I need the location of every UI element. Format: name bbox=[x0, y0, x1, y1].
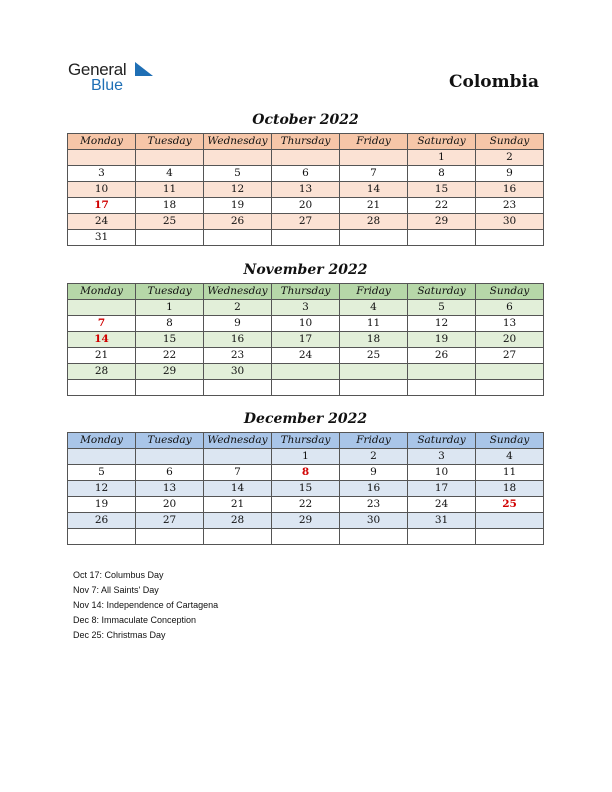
empty-day-cell bbox=[340, 150, 408, 166]
empty-day-cell bbox=[340, 230, 408, 246]
empty-day-cell bbox=[68, 300, 136, 316]
day-cell: 18 bbox=[340, 332, 408, 348]
empty-day-cell bbox=[204, 529, 272, 545]
empty-day-cell bbox=[476, 364, 544, 380]
weekday-header: Thursday bbox=[272, 433, 340, 449]
week-row bbox=[68, 513, 544, 529]
country-title: Colombia bbox=[448, 72, 539, 92]
empty-day-cell bbox=[136, 380, 204, 396]
empty-day-cell bbox=[272, 380, 340, 396]
day-cell: 13 bbox=[476, 316, 544, 332]
day-cell: 23 bbox=[476, 198, 544, 214]
holiday-note: Dec 25: Christmas Day bbox=[73, 630, 166, 640]
week-row bbox=[68, 214, 544, 230]
week-row bbox=[68, 449, 544, 465]
week-row bbox=[68, 497, 544, 513]
month-table bbox=[67, 283, 544, 396]
day-cell: 31 bbox=[68, 230, 136, 246]
weekday-header: Saturday bbox=[408, 134, 476, 150]
holiday-note: Nov 7: All Saints' Day bbox=[73, 585, 159, 595]
day-cell: 14 bbox=[340, 182, 408, 198]
weekday-header: Sunday bbox=[476, 433, 544, 449]
day-cell: 3 bbox=[408, 449, 476, 465]
empty-day-cell bbox=[68, 529, 136, 545]
day-cell: 10 bbox=[68, 182, 136, 198]
empty-day-cell bbox=[204, 449, 272, 465]
day-cell: 25 bbox=[340, 348, 408, 364]
weekday-header: Tuesday bbox=[136, 134, 204, 150]
day-cell: 30 bbox=[476, 214, 544, 230]
empty-day-cell bbox=[136, 230, 204, 246]
day-cell: 17 bbox=[272, 332, 340, 348]
weekday-header: Wednesday bbox=[204, 284, 272, 300]
month-title: December 2022 bbox=[243, 411, 368, 427]
weekday-header: Thursday bbox=[272, 284, 340, 300]
day-cell: 16 bbox=[476, 182, 544, 198]
day-cell: 14 bbox=[68, 332, 136, 348]
day-cell: 29 bbox=[272, 513, 340, 529]
day-cell: 16 bbox=[340, 481, 408, 497]
empty-day-cell bbox=[408, 380, 476, 396]
weekday-header-row bbox=[68, 134, 544, 150]
day-cell: 25 bbox=[476, 497, 544, 513]
day-cell: 4 bbox=[340, 300, 408, 316]
weekday-header: Friday bbox=[340, 134, 408, 150]
empty-day-cell bbox=[408, 230, 476, 246]
day-cell: 2 bbox=[340, 449, 408, 465]
logo-word-blue: Blue bbox=[91, 77, 124, 94]
holiday-note: Nov 14: Independence of Cartagena bbox=[73, 600, 219, 610]
empty-day-cell bbox=[68, 449, 136, 465]
week-row bbox=[68, 166, 544, 182]
day-cell: 8 bbox=[136, 316, 204, 332]
weekday-header: Tuesday bbox=[136, 433, 204, 449]
day-cell: 24 bbox=[68, 214, 136, 230]
weekday-header: Friday bbox=[340, 284, 408, 300]
month-title: November 2022 bbox=[243, 262, 368, 278]
empty-day-cell bbox=[272, 230, 340, 246]
empty-day-cell bbox=[204, 150, 272, 166]
empty-day-cell bbox=[340, 364, 408, 380]
empty-day-cell bbox=[408, 529, 476, 545]
empty-day-cell bbox=[408, 364, 476, 380]
weekday-header: Friday bbox=[340, 433, 408, 449]
weekday-header: Sunday bbox=[476, 284, 544, 300]
empty-day-cell bbox=[68, 380, 136, 396]
day-cell: 8 bbox=[408, 166, 476, 182]
logo-triangle-icon bbox=[133, 62, 153, 78]
day-cell: 14 bbox=[204, 481, 272, 497]
weekday-header: Tuesday bbox=[136, 284, 204, 300]
day-cell: 19 bbox=[68, 497, 136, 513]
day-cell: 6 bbox=[272, 166, 340, 182]
weekday-header: Wednesday bbox=[204, 134, 272, 150]
day-cell: 30 bbox=[340, 513, 408, 529]
day-cell: 28 bbox=[204, 513, 272, 529]
holiday-note: Oct 17: Columbus Day bbox=[73, 570, 164, 580]
day-cell: 18 bbox=[136, 198, 204, 214]
day-cell: 16 bbox=[204, 332, 272, 348]
day-cell: 23 bbox=[340, 497, 408, 513]
empty-day-cell bbox=[340, 380, 408, 396]
empty-day-cell bbox=[136, 529, 204, 545]
week-row bbox=[68, 348, 544, 364]
weekday-header: Saturday bbox=[408, 433, 476, 449]
day-cell: 17 bbox=[68, 198, 136, 214]
day-cell: 13 bbox=[272, 182, 340, 198]
weekday-header: Saturday bbox=[408, 284, 476, 300]
week-row bbox=[68, 316, 544, 332]
day-cell: 23 bbox=[204, 348, 272, 364]
weekday-header-row bbox=[68, 284, 544, 300]
day-cell: 19 bbox=[204, 198, 272, 214]
empty-day-cell bbox=[68, 150, 136, 166]
day-cell: 7 bbox=[340, 166, 408, 182]
day-cell: 9 bbox=[340, 465, 408, 481]
day-cell: 2 bbox=[204, 300, 272, 316]
day-cell: 22 bbox=[408, 198, 476, 214]
day-cell: 3 bbox=[68, 166, 136, 182]
day-cell: 3 bbox=[272, 300, 340, 316]
week-row bbox=[68, 230, 544, 246]
weekday-header: Sunday bbox=[476, 134, 544, 150]
week-row bbox=[68, 300, 544, 316]
week-row bbox=[68, 150, 544, 166]
day-cell: 7 bbox=[68, 316, 136, 332]
day-cell: 12 bbox=[408, 316, 476, 332]
weekday-header: Thursday bbox=[272, 134, 340, 150]
day-cell: 1 bbox=[272, 449, 340, 465]
holiday-note: Dec 8: Immaculate Conception bbox=[73, 615, 197, 625]
day-cell: 6 bbox=[476, 300, 544, 316]
empty-day-cell bbox=[136, 449, 204, 465]
day-cell: 21 bbox=[204, 497, 272, 513]
week-row bbox=[68, 332, 544, 348]
day-cell: 5 bbox=[408, 300, 476, 316]
week-row bbox=[68, 198, 544, 214]
day-cell: 22 bbox=[272, 497, 340, 513]
week-row bbox=[68, 380, 544, 396]
day-cell: 27 bbox=[136, 513, 204, 529]
day-cell: 20 bbox=[136, 497, 204, 513]
day-cell: 12 bbox=[68, 481, 136, 497]
day-cell: 1 bbox=[408, 150, 476, 166]
day-cell: 20 bbox=[476, 332, 544, 348]
day-cell: 9 bbox=[204, 316, 272, 332]
week-row bbox=[68, 529, 544, 545]
day-cell: 24 bbox=[272, 348, 340, 364]
weekday-header: Monday bbox=[68, 134, 136, 150]
empty-day-cell bbox=[204, 230, 272, 246]
month-table bbox=[67, 432, 544, 545]
day-cell: 30 bbox=[204, 364, 272, 380]
day-cell: 1 bbox=[136, 300, 204, 316]
day-cell: 18 bbox=[476, 481, 544, 497]
day-cell: 10 bbox=[272, 316, 340, 332]
day-cell: 21 bbox=[340, 198, 408, 214]
day-cell: 9 bbox=[476, 166, 544, 182]
week-row bbox=[68, 364, 544, 380]
day-cell: 2 bbox=[476, 150, 544, 166]
weekday-header: Wednesday bbox=[204, 433, 272, 449]
day-cell: 10 bbox=[408, 465, 476, 481]
weekday-header: Monday bbox=[68, 284, 136, 300]
day-cell: 31 bbox=[408, 513, 476, 529]
day-cell: 11 bbox=[340, 316, 408, 332]
empty-day-cell bbox=[476, 529, 544, 545]
day-cell: 19 bbox=[408, 332, 476, 348]
empty-day-cell bbox=[272, 529, 340, 545]
week-row bbox=[68, 465, 544, 481]
day-cell: 25 bbox=[136, 214, 204, 230]
day-cell: 29 bbox=[408, 214, 476, 230]
empty-day-cell bbox=[136, 150, 204, 166]
day-cell: 11 bbox=[476, 465, 544, 481]
day-cell: 28 bbox=[340, 214, 408, 230]
empty-day-cell bbox=[272, 364, 340, 380]
month-title: October 2022 bbox=[252, 112, 359, 128]
day-cell: 21 bbox=[68, 348, 136, 364]
day-cell: 26 bbox=[204, 214, 272, 230]
empty-day-cell bbox=[476, 380, 544, 396]
day-cell: 17 bbox=[408, 481, 476, 497]
day-cell: 27 bbox=[272, 214, 340, 230]
day-cell: 7 bbox=[204, 465, 272, 481]
empty-day-cell bbox=[476, 230, 544, 246]
day-cell: 29 bbox=[136, 364, 204, 380]
empty-day-cell bbox=[476, 513, 544, 529]
generalblue-logo bbox=[68, 60, 168, 100]
empty-day-cell bbox=[340, 529, 408, 545]
day-cell: 4 bbox=[136, 166, 204, 182]
day-cell: 6 bbox=[136, 465, 204, 481]
day-cell: 12 bbox=[204, 182, 272, 198]
logo-word-general: General bbox=[68, 60, 127, 79]
day-cell: 4 bbox=[476, 449, 544, 465]
month-table bbox=[67, 133, 544, 246]
day-cell: 5 bbox=[204, 166, 272, 182]
day-cell: 20 bbox=[272, 198, 340, 214]
day-cell: 28 bbox=[68, 364, 136, 380]
day-cell: 24 bbox=[408, 497, 476, 513]
week-row bbox=[68, 182, 544, 198]
empty-day-cell bbox=[204, 380, 272, 396]
day-cell: 15 bbox=[136, 332, 204, 348]
day-cell: 26 bbox=[68, 513, 136, 529]
day-cell: 5 bbox=[68, 465, 136, 481]
empty-day-cell bbox=[272, 150, 340, 166]
day-cell: 22 bbox=[136, 348, 204, 364]
day-cell: 8 bbox=[272, 465, 340, 481]
day-cell: 27 bbox=[476, 348, 544, 364]
day-cell: 26 bbox=[408, 348, 476, 364]
day-cell: 15 bbox=[272, 481, 340, 497]
week-row bbox=[68, 481, 544, 497]
day-cell: 11 bbox=[136, 182, 204, 198]
day-cell: 13 bbox=[136, 481, 204, 497]
weekday-header: Monday bbox=[68, 433, 136, 449]
weekday-header-row bbox=[68, 433, 544, 449]
holiday-notes bbox=[73, 568, 218, 643]
day-cell: 15 bbox=[408, 182, 476, 198]
